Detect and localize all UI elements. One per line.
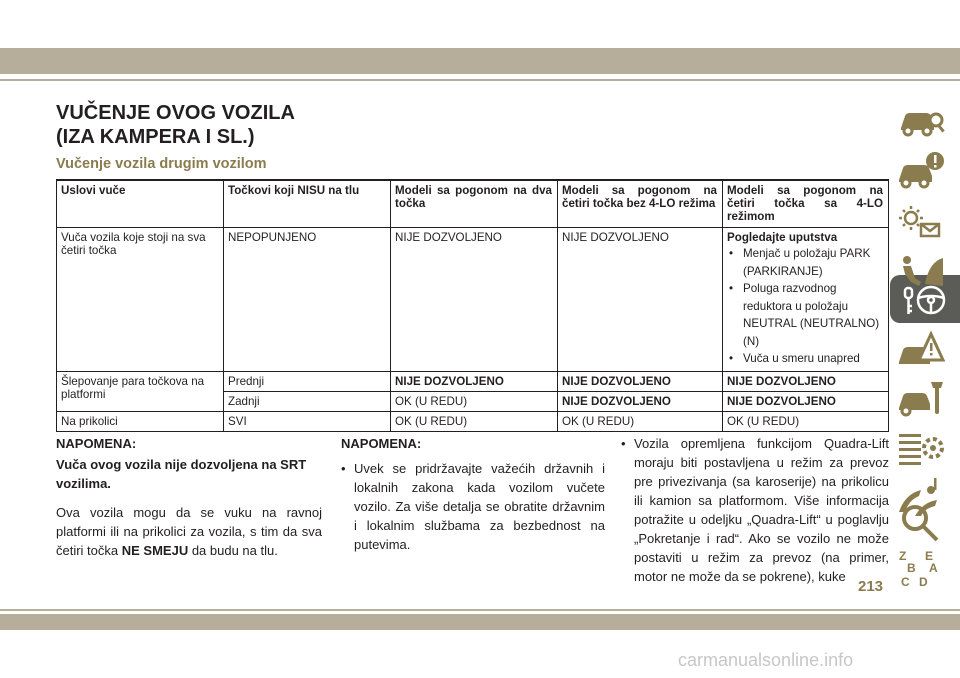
car-warning-icon[interactable] [895,148,947,196]
note-column-3 [621,434,889,586]
note-srt-warning: Vuča ovog vozila nije dozvoljena na SRT vozilima. [56,457,307,491]
alphabet-index-icon[interactable] [895,546,947,594]
svg-text:E: E [925,549,934,563]
note-emphasis: NE SMEJU [121,543,189,558]
note-bullet: • Vozila opremljena funkcijom Quadra-Lift moraju biti postavljena u režim za prevoz pre privezivanja (sa karoserije) na prikolicu ili kamion sa platformom. Više informacija potražite u odeljku „Quadra-Lift“ u poglavlju „Pokretanje i rad“. Ako se vozilo ne može postaviti u režim za prevoz (na primer, motor ne može da se pokrene), kuke [621,434,889,586]
list-item: • Poluga razvodnog reduktora u položaju NEUTRAL (NEUTRALNO) (N) [727,280,883,350]
title-line-2: (IZA KAMPERA I SL.) [56,126,255,148]
service-settings-icon[interactable] [895,426,947,474]
table-row [57,228,889,372]
table-row [57,411,889,431]
towing-table [56,179,889,432]
svg-text:A: A [929,561,938,575]
cell-2wd: NIJE DOZVOLJENO [391,371,558,391]
list-item: • Vuča u smeru unapred [727,350,883,368]
cell-condition: Šlepovanje para točkova na platformi [57,371,224,411]
cell-condition: Vuča vozila koje stoji na sva četiri točka [57,228,224,372]
note-heading: NAPOMENA: [56,436,137,451]
page-title [56,101,295,149]
cell-4wd-lo: NIJE DOZVOLJENO [723,391,889,411]
car-search-icon[interactable] [895,98,947,146]
cell-2wd: OK (U REDU) [391,411,558,431]
header-rule [0,79,960,81]
section-subtitle: Vučenje vozila drugim vozilom [56,156,267,172]
header-wheels: Točkovi koji NISU na tlu [224,180,391,228]
header-2wd: Modeli sa pogonom na dva točka [391,180,558,228]
magnifier-icon[interactable] [895,498,947,546]
page-number: 213 [858,578,884,595]
steering-key-icon[interactable] [899,276,951,324]
note-text: Ova vozila mogu da se vuku na ravnoj platformi ili na prikolici za vozila, s tim da sva četiri točka [56,505,322,558]
guide-title: Pogledajte uputstva [727,231,838,244]
note-bullet: • Uvek se pridržavajte važećih državnih i lokalnih zakona kada vozilom vučete vozilo. Za više detalja se obratite državnim i lokalnim službama za bezbednost na putevima. [341,459,605,554]
footer-band [0,614,960,630]
table-header-row [57,180,889,228]
svg-text:B: B [907,561,916,575]
cell-4wd-lo: OK (U REDU) [723,411,889,431]
note-text: da budu na tlu. [188,543,278,558]
dashboard-lights-icon[interactable] [895,198,947,246]
note-heading: NAPOMENA: [341,436,422,451]
table-row [57,371,889,391]
car-tools-icon[interactable] [895,376,947,424]
cell-wheels: NEPOPUNJENO [224,228,391,372]
svg-text:D: D [919,575,928,589]
footer-rule [0,609,960,611]
header-band [0,48,960,74]
header-4wd-lo: Modeli sa pogonom na četiri točka sa 4-LO režimom [723,180,889,228]
title-line-1: VUČENJE OVOG VOZILA [56,102,295,124]
svg-text:C: C [901,575,910,589]
cell-wheels: Zadnji [224,391,391,411]
cell-4wd-no-lo: NIJE DOZVOLJENO [558,228,723,372]
header-condition: Uslovi vuče [57,180,224,228]
header-4wd-no-lo: Modeli sa pogonom na četiri točka bez 4-LO režima [558,180,723,228]
note-paragraph [56,503,322,560]
cell-wheels: Prednji [224,371,391,391]
list-item: • Menjač u položaju PARK (PARKIRANJE) [727,245,883,280]
note-column-1 [56,434,322,560]
note-column-2 [341,434,605,554]
guide-list [727,245,883,368]
cell-4wd-lo-guide [723,228,889,372]
cell-2wd: OK (U REDU) [391,391,558,411]
cell-4wd-no-lo: NIJE DOZVOLJENO [558,391,723,411]
cell-condition: Na prikolici [57,411,224,431]
cell-wheels: SVI [224,411,391,431]
cell-4wd-lo: NIJE DOZVOLJENO [723,371,889,391]
cell-4wd-no-lo: OK (U REDU) [558,411,723,431]
cell-4wd-no-lo: NIJE DOZVOLJENO [558,371,723,391]
car-hazard-icon[interactable] [895,326,947,374]
watermark: carmanualsonline.info [678,650,854,670]
cell-2wd: NIJE DOZVOLJENO [391,228,558,372]
svg-text:Z: Z [899,549,907,563]
